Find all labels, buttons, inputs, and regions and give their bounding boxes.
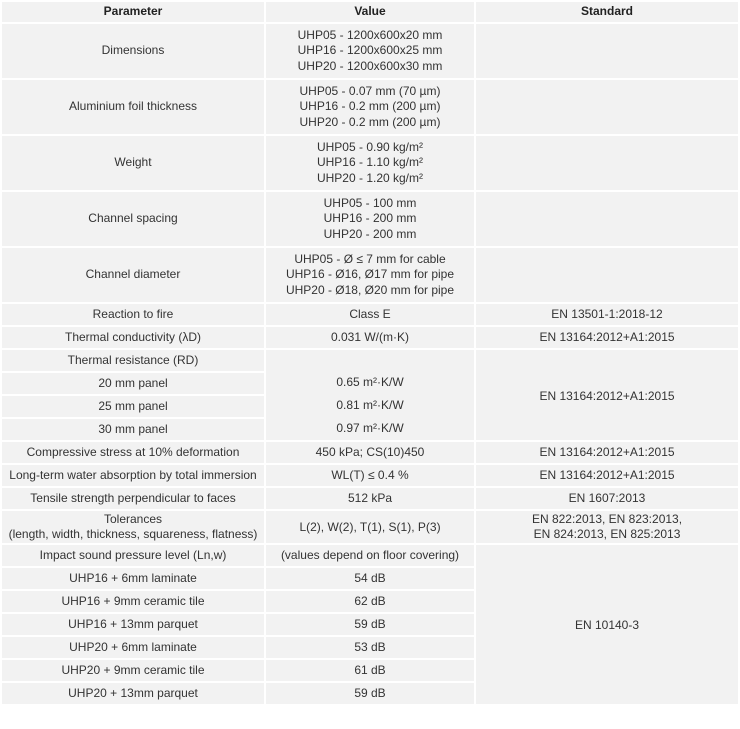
channel-diameter-value — [266, 248, 474, 302]
channel-spacing-value — [266, 192, 474, 246]
reaction-fire-value: Class E — [266, 304, 474, 325]
impact-uhp20-laminate-label: UHP20 + 6mm laminate — [2, 637, 264, 658]
dimensions-value-uhp05: UHP05 - 1200x600x20 mm — [297, 27, 443, 42]
impact-uhp20-parquet-label: UHP20 + 13mm parquet — [2, 683, 264, 704]
water-absorption-label: Long-term water absorption by total immersion — [2, 465, 264, 486]
channel-diameter-standard — [476, 248, 738, 302]
row-compressive-stress — [2, 442, 738, 463]
thermal-resistance-standard-text: EN 13164:2012+A1:2015 — [539, 388, 675, 403]
impact-sound-standard-text: EN 10140-3 — [574, 618, 640, 633]
weight-value-uhp05: UHP05 - 0.90 kg/m² — [316, 139, 424, 154]
channel-spacing-value-uhp16: UHP16 - 200 mm — [323, 211, 417, 226]
impact-uhp20-parquet-value: 59 dB — [266, 683, 474, 704]
header-standard: Standard — [476, 2, 738, 22]
tolerances-standard — [476, 511, 738, 543]
thermal-resistance-value — [266, 350, 474, 440]
reaction-fire-standard: EN 13501-1:2018-12 — [476, 304, 738, 325]
thermal-resistance-25mm-label: 25 mm panel — [2, 396, 264, 417]
thermal-resistance-value-20mm: 0.65 m²·K/W — [336, 375, 404, 389]
channel-diameter-value-uhp20: UHP20 - Ø18, Ø20 mm for pipe — [285, 282, 455, 297]
tolerances-standard-line1: EN 822:2013, EN 823:2013, — [531, 512, 683, 526]
row-weight — [2, 136, 738, 190]
channel-spacing-value-uhp05: UHP05 - 100 mm — [323, 195, 417, 210]
weight-value — [266, 136, 474, 190]
dimensions-value-uhp16: UHP16 - 1200x600x25 mm — [297, 43, 443, 58]
weight-value-uhp16: UHP16 - 1.10 kg/m² — [316, 155, 424, 170]
thermal-resistance-30mm-label: 30 mm panel — [2, 419, 264, 440]
row-thermal-conductivity — [2, 327, 738, 348]
foil-value-uhp05: UHP05 - 0.07 mm (70 µm) — [299, 83, 441, 98]
tolerances-standard-line2: EN 824:2013, EN 825:2013 — [533, 527, 681, 541]
row-thermal-resistance — [2, 350, 738, 371]
impact-uhp16-parquet-value: 59 dB — [266, 614, 474, 635]
reaction-fire-label: Reaction to fire — [2, 304, 264, 325]
channel-diameter-value-uhp05: UHP05 - Ø ≤ 7 mm for cable — [294, 251, 446, 266]
channel-diameter-value-uhp16: UHP16 - Ø16, Ø17 mm for pipe — [285, 267, 455, 282]
tensile-label: Tensile strength perpendicular to faces — [2, 488, 264, 509]
thermal-resistance-20mm-label: 20 mm panel — [2, 373, 264, 394]
channel-diameter-label: Channel diameter — [2, 248, 264, 302]
impact-uhp20-ceramic-label: UHP20 + 9mm ceramic tile — [2, 660, 264, 681]
header-row — [2, 2, 738, 22]
header-value: Value — [266, 2, 474, 22]
water-absorption-standard: EN 13164:2012+A1:2015 — [476, 465, 738, 486]
dimensions-standard — [476, 24, 738, 78]
row-tolerances — [2, 511, 738, 543]
weight-value-uhp20: UHP20 - 1.20 kg/m² — [316, 170, 424, 185]
dimensions-value-uhp20: UHP20 - 1200x600x30 mm — [297, 58, 443, 73]
row-impact-sound — [2, 545, 738, 566]
row-foil-thickness — [2, 80, 738, 134]
row-tensile-strength — [2, 488, 738, 509]
foil-value-uhp16: UHP16 - 0.2 mm (200 µm) — [299, 99, 441, 114]
tolerances-label-line2: (length, width, thickness, squareness, flatness) — [8, 527, 258, 541]
thermal-resistance-value-25mm: 0.81 m²·K/W — [336, 398, 404, 412]
water-absorption-value: WL(T) ≤ 0.4 % — [266, 465, 474, 486]
tolerances-label-line1: Tolerances — [103, 512, 163, 526]
channel-spacing-label: Channel spacing — [2, 192, 264, 246]
foil-standard — [476, 80, 738, 134]
thermal-resistance-value-30mm: 0.97 m²·K/W — [336, 421, 404, 435]
row-reaction-to-fire — [2, 304, 738, 325]
row-water-absorption — [2, 465, 738, 486]
row-channel-diameter — [2, 248, 738, 302]
impact-sound-standard — [476, 545, 738, 704]
weight-standard — [476, 136, 738, 190]
impact-sound-value: (values depend on floor covering) — [266, 545, 474, 566]
weight-label: Weight — [2, 136, 264, 190]
impact-uhp16-parquet-label: UHP16 + 13mm parquet — [2, 614, 264, 635]
tolerances-value: L(2), W(2), T(1), S(1), P(3) — [266, 511, 474, 543]
tolerances-label — [2, 511, 264, 543]
compressive-value: 450 kPa; CS(10)450 — [266, 442, 474, 463]
impact-uhp16-ceramic-value: 62 dB — [266, 591, 474, 612]
foil-value — [266, 80, 474, 134]
impact-uhp20-laminate-value: 53 dB — [266, 637, 474, 658]
impact-uhp16-ceramic-label: UHP16 + 9mm ceramic tile — [2, 591, 264, 612]
thermal-conductivity-label: Thermal conductivity (λD) — [2, 327, 264, 348]
thermal-resistance-standard — [476, 350, 738, 440]
tensile-standard: EN 1607:2013 — [476, 488, 738, 509]
thermal-conductivity-value: 0.031 W/(m·K) — [266, 327, 474, 348]
channel-spacing-standard — [476, 192, 738, 246]
compressive-standard: EN 13164:2012+A1:2015 — [476, 442, 738, 463]
row-dimensions — [2, 24, 738, 78]
foil-label: Aluminium foil thickness — [2, 80, 264, 134]
impact-uhp16-laminate-label: UHP16 + 6mm laminate — [2, 568, 264, 589]
header-parameter: Parameter — [2, 2, 264, 22]
foil-value-uhp20: UHP20 - 0.2 mm (200 µm) — [299, 114, 441, 129]
impact-uhp20-ceramic-value: 61 dB — [266, 660, 474, 681]
impact-uhp16-laminate-value: 54 dB — [266, 568, 474, 589]
channel-spacing-value-uhp20: UHP20 - 200 mm — [323, 226, 417, 241]
tensile-value: 512 kPa — [266, 488, 474, 509]
row-channel-spacing — [2, 192, 738, 246]
dimensions-label: Dimensions — [2, 24, 264, 78]
thermal-conductivity-standard: EN 13164:2012+A1:2015 — [476, 327, 738, 348]
impact-sound-label: Impact sound pressure level (Ln,w) — [2, 545, 264, 566]
compressive-label: Compressive stress at 10% deformation — [2, 442, 264, 463]
dimensions-value — [266, 24, 474, 78]
thermal-resistance-label: Thermal resistance (RD) — [2, 350, 264, 371]
